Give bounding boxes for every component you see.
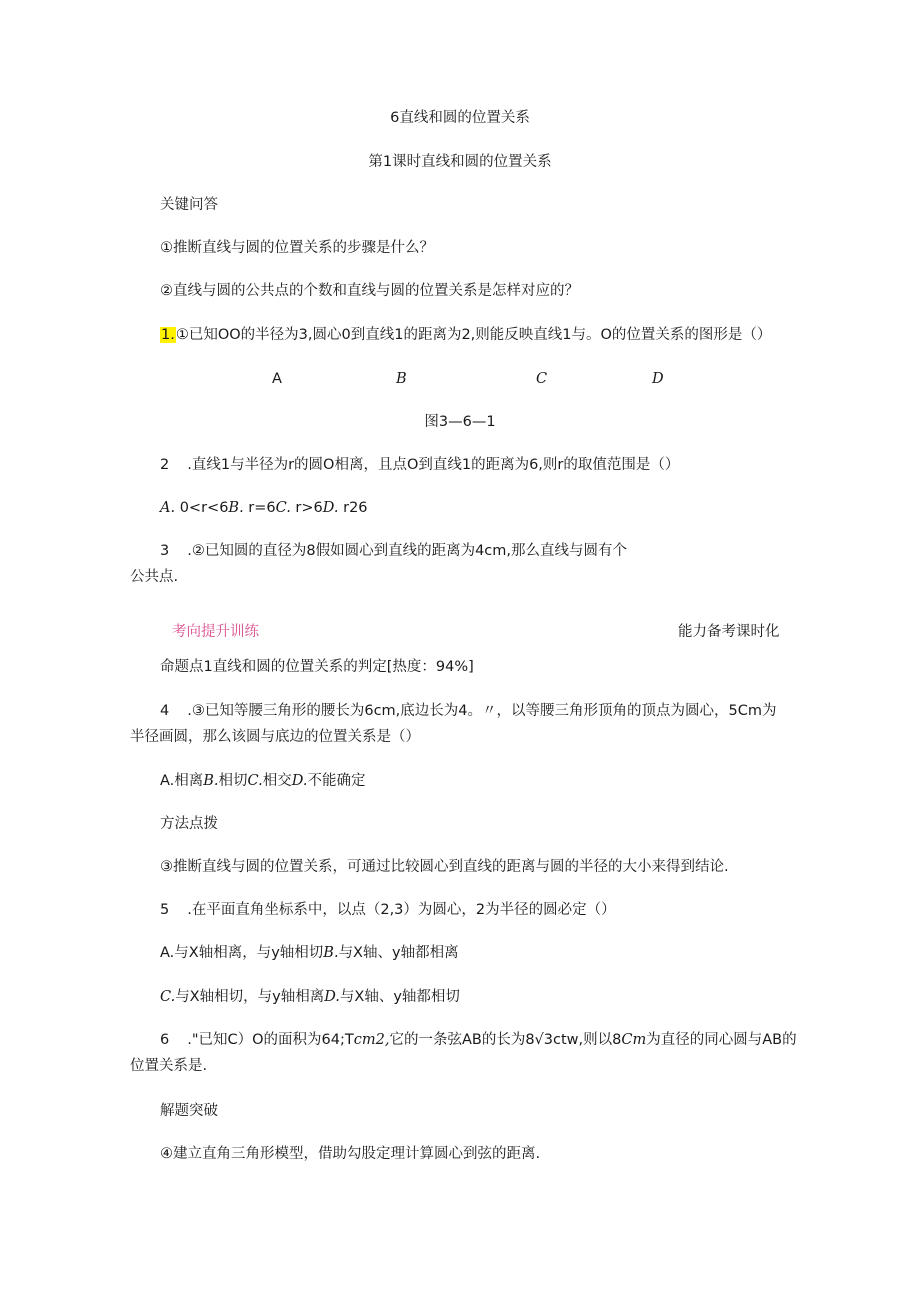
problem-4-number: 4 — [160, 703, 170, 719]
problem-6-number: 6 — [160, 1032, 170, 1048]
problem-5-text: .在平面直角坐标系中，以点（2,3）为圆心，2为半径的圆必定（） — [187, 902, 616, 918]
problem-5-number: 5 — [160, 902, 170, 918]
problem-4-text-cont: 半径画圆，那么该圆与底边的位置关系是（） — [130, 729, 420, 745]
problem-1-option-b: B — [396, 371, 407, 387]
method-heading: 方法点拨 — [160, 816, 218, 832]
problem-2 — [160, 455, 679, 475]
problem-5-options-cd — [160, 987, 460, 1007]
option-b-text: 与X轴、y轴都相离 — [338, 945, 459, 961]
problem-4-text: .③已知等腰三角形的腰长为6cm,底边长为4。〃，以等腰三角形顶角的顶点为圆心，5Cm为 — [187, 703, 777, 719]
problem-6-text-c: 为直径的同心圆与AB的 — [646, 1032, 797, 1048]
option-b-label: B. — [203, 773, 219, 789]
section-label-left: 考向提升训练 — [172, 624, 259, 640]
problem-1-option-c: C — [536, 371, 548, 387]
problem-1-option-a: A — [272, 371, 282, 387]
solution-text: ④建立直角三角形模型，借助勾股定理计算圆心到弦的距离. — [160, 1146, 541, 1162]
key-question-2: ②直线与圆的公共点的个数和直线与圆的位置关系是怎样对应的？ — [160, 283, 579, 299]
option-c-label: C. — [160, 989, 176, 1005]
problem-6-unit-cm: Cm — [621, 1032, 647, 1048]
problem-6-unit-cm2: cm2, — [353, 1032, 390, 1048]
option-b-label: B. — [228, 500, 244, 516]
problem-3 — [160, 541, 627, 561]
topic-heading: 命题点1直线和圆的位置关系的判定[热度：94%] — [160, 659, 474, 675]
option-c-label: C. — [247, 773, 263, 789]
problem-5 — [160, 900, 616, 920]
option-b-text: 相切 — [218, 773, 248, 789]
option-d-label: D. — [324, 989, 340, 1005]
option-d-text: 不能确定 — [307, 773, 366, 789]
problem-2-text: .直线1与半径为r的圆O相离，且点O到直线1的距离为6,则r的取值范围是（） — [187, 457, 680, 473]
figure-caption: 图3—6—1 — [424, 414, 496, 430]
problem-3-number: 3 — [160, 543, 170, 559]
option-c-text: 相交 — [262, 773, 292, 789]
problem-1-number: 1. — [161, 327, 175, 343]
problem-6-text-b: 它的一条弦AB的长为8√3ctw,则以8 — [389, 1032, 622, 1048]
problem-6-text-cont: 位置关系是. — [130, 1058, 208, 1074]
option-b-text: r=6 — [243, 500, 276, 516]
option-c-label: C. — [275, 500, 291, 516]
option-a: A.相离 — [160, 773, 204, 789]
key-question-1: ①推断直线与圆的位置关系的步骤是什么？ — [160, 240, 434, 256]
problem-3-text: .②已知圆的直径为8假如圆心到直线的距离为4cm,那么直线与圆有个 — [187, 543, 627, 559]
option-a-text: 0<r<6 — [175, 500, 229, 516]
solution-heading: 解题突破 — [160, 1103, 218, 1119]
option-c-text: r>6 — [290, 500, 323, 516]
problem-1-text: ①已知OO的半径为3,圆心0到直线1的距离为2,则能反映直线1与。O的位置关系的图形是（） — [175, 327, 772, 343]
option-a: A.与X轴相离，与y轴相切 — [160, 945, 324, 961]
key-questions-heading: 关键问答 — [160, 197, 218, 213]
option-c-text: 与X轴相切，与y轴相离 — [175, 989, 325, 1005]
option-d-text: r26 — [338, 500, 368, 516]
problem-3-text-cont: 公共点. — [130, 569, 179, 585]
option-d-label: D. — [291, 773, 308, 789]
option-d-label: D. — [322, 500, 339, 516]
problem-4-options — [160, 771, 365, 791]
problem-4 — [160, 701, 776, 721]
problem-2-options — [160, 498, 368, 518]
method-text: ③推断直线与圆的位置关系，可通过比较圆心到直线的距离与圆的半径的大小来得到结论. — [160, 859, 729, 875]
problem-6-text-a: ."已知C）O的面积为64;T — [187, 1032, 354, 1048]
option-a-label: A. — [160, 500, 176, 516]
page-subtitle: 第1课时直线和圆的位置关系 — [368, 154, 552, 170]
section-label-right: 能力备考课时化 — [678, 624, 780, 640]
option-b-label: B. — [323, 945, 339, 961]
problem-1-option-d: D — [652, 371, 664, 387]
option-d-text: 与X轴、y轴都相切 — [339, 989, 460, 1005]
problem-2-number: 2 — [160, 457, 170, 473]
problem-5-options-ab — [160, 943, 459, 963]
problem-6 — [160, 1030, 797, 1050]
problem-1 — [160, 325, 771, 345]
page-title: 6直线和圆的位置关系 — [390, 110, 530, 126]
